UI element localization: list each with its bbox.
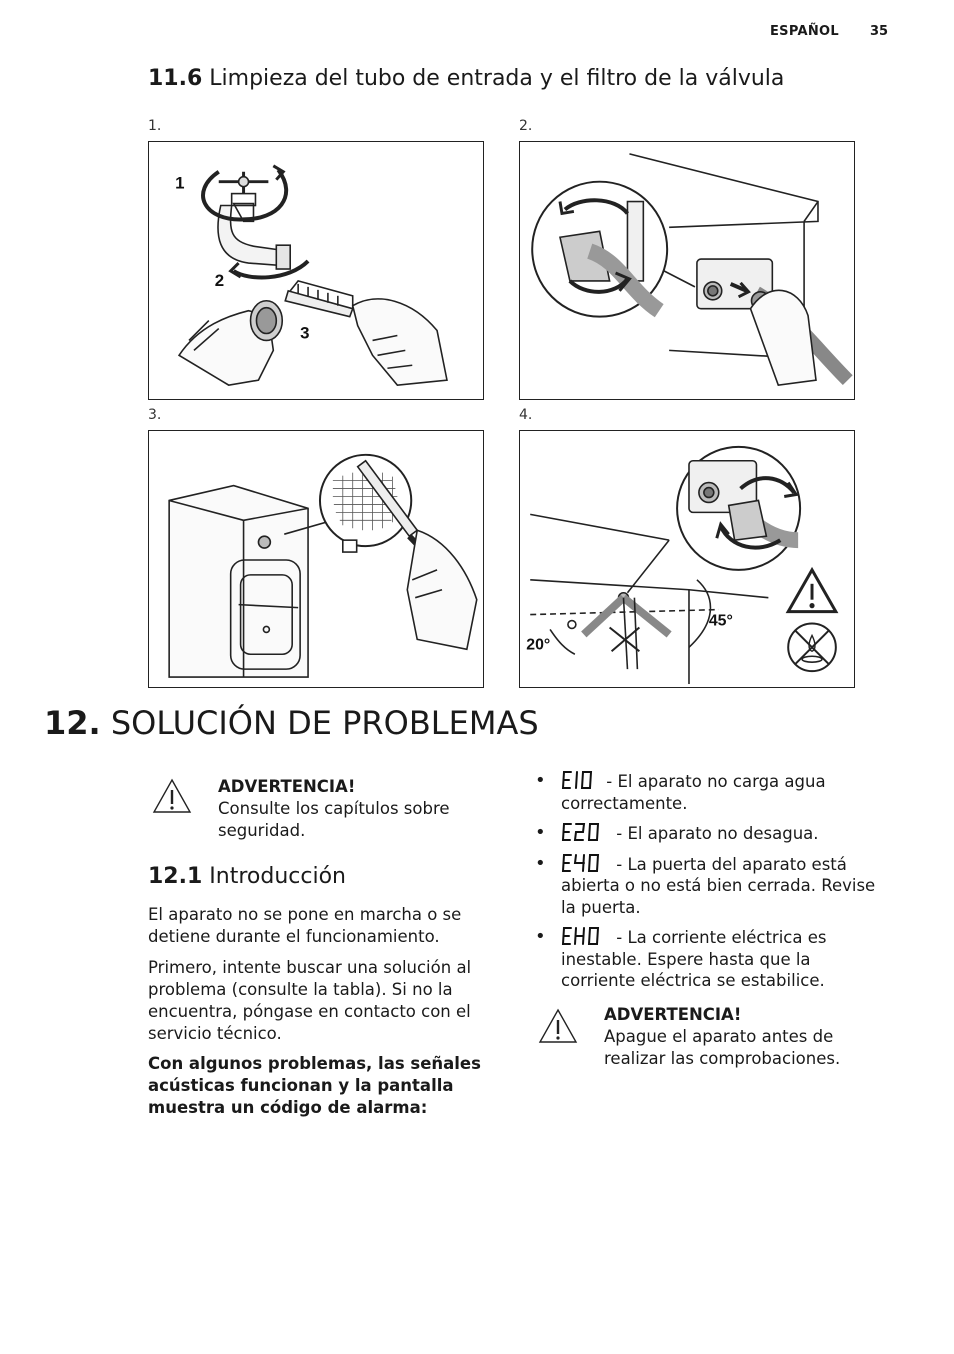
page-number: 35 [870,24,889,39]
section-title-text: Limpieza del tubo de entrada y el filtro de la válvula [209,66,785,91]
figure-3-filter-cleaning [148,430,484,688]
warning-icon [152,778,192,814]
bullet: • [535,770,546,791]
alarm-description: - La puerta del aparato está abierta o no está bien cerrada. Revise la puerta. [561,854,876,917]
warning-text: Apague el aparato antes de realizar las comprobaciones. [604,1027,841,1068]
warning-text: Consulte los capítulos sobre seguridad. [218,799,450,840]
alarm-description: - El aparato no desagua. [611,824,819,843]
alarm-description: - El aparato no carga agua correctamente. [561,772,826,813]
warning-switch-off [604,1004,884,1070]
bullet: • [535,852,546,874]
figure-4-hose-angle [519,430,855,688]
list-item [535,822,890,845]
subsection-title [148,864,346,889]
callout-3: 3 [300,323,310,343]
callout-2: 2 [214,270,225,290]
chapter-title-text: SOLUCIÓN DE PROBLEMAS [110,704,539,742]
hose-removal-illustration [520,142,854,399]
filter-cleaning-illustration [149,431,483,687]
warning-title: ADVERTENCIA! [218,777,356,796]
tap-illustration [149,142,483,399]
intro-paragraph-2: Primero, intente buscar una solución al problema (consulte la tabla). Si no la encuentra, póngase en contacto con el servicio técnico. [148,958,472,1043]
figure-label-2: 2. [519,118,533,134]
hose-angle-illustration [520,431,854,687]
angle-20: 20° [526,636,551,654]
warning-safety [218,776,488,842]
callout-1: 1 [175,173,185,193]
figure-label-4: 4. [519,407,533,423]
section-number: 11.6 [148,66,203,91]
bullet: • [535,822,546,843]
warning-icon [538,1008,578,1044]
figure-2-hose-removal [519,141,855,400]
alarm-code-e20-display [561,822,609,842]
warning-title: ADVERTENCIA! [604,1005,742,1024]
intro-paragraph-1: El aparato no se pone en marcha o se detiene durante el funcionamiento. [148,905,462,946]
list-item [535,926,890,992]
alarm-code-eh0-display [561,926,609,946]
figure-label-3: 3. [148,407,162,423]
chapter-number: 12. [44,704,101,742]
section-title [148,66,784,91]
list-item [535,853,890,919]
header-language: ESPAÑOL [770,24,839,39]
bullet: • [535,926,546,947]
alarm-description: - La corriente eléctrica es inestable. Espere hasta que la corriente eléctrica se estabilice. [561,928,827,990]
subsection-number: 12.1 [148,864,203,889]
intro-paragraph-3: Con algunos problemas, las señales acústicas funcionan y la pantalla muestra un código de alarma: [148,1054,481,1117]
alarm-code-list [535,770,890,1000]
alarm-code-e10-display [561,770,599,790]
list-item [535,770,890,814]
figure-1-tap-cleaning [148,141,484,400]
angle-45: 45° [708,612,733,630]
subsection-title-text: Introducción [209,864,346,889]
figure-label-1: 1. [148,118,162,134]
alarm-code-e40-display [561,853,609,873]
chapter-title [44,704,539,742]
